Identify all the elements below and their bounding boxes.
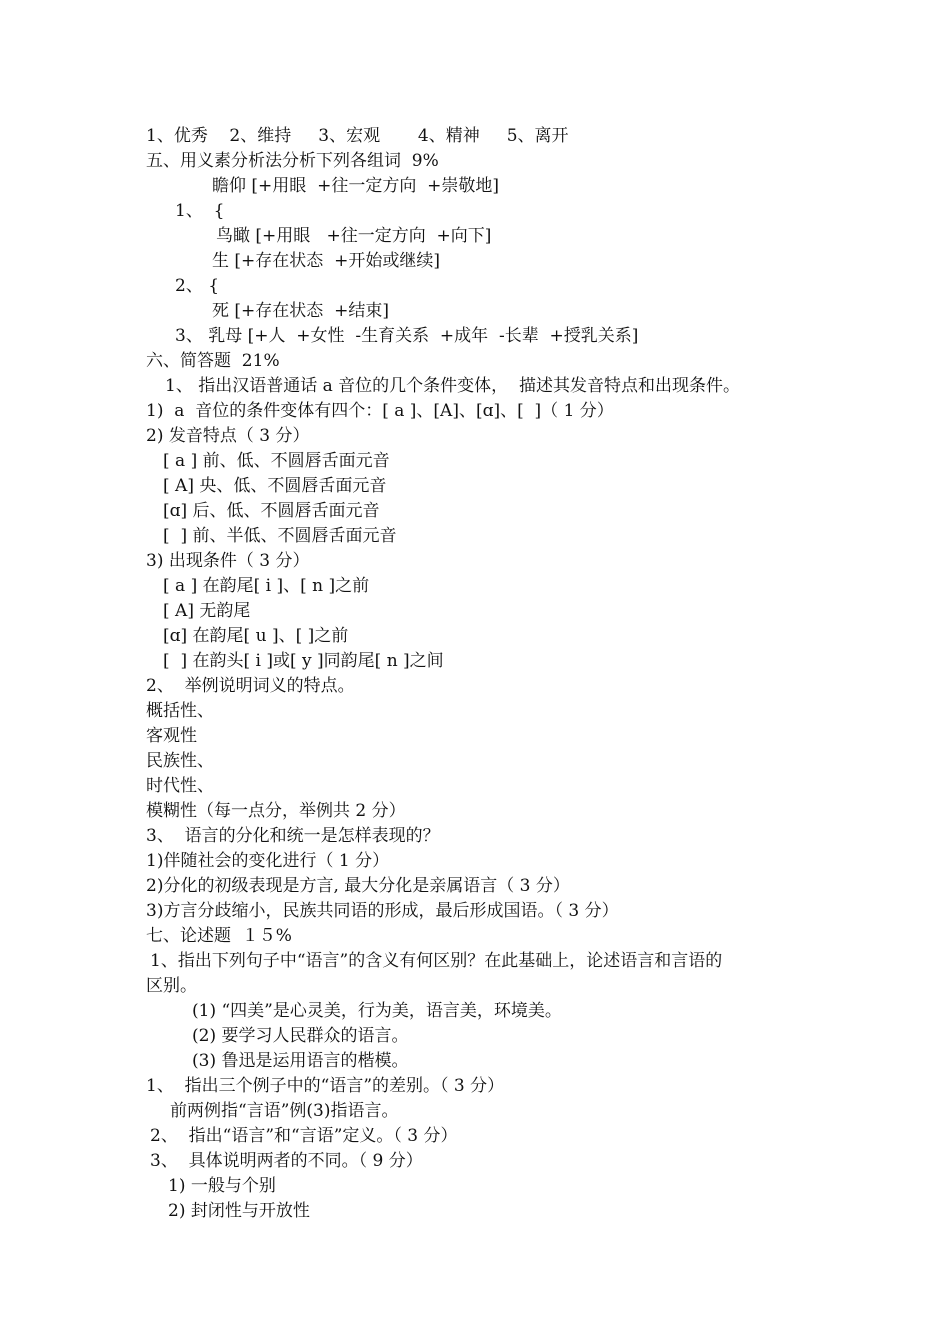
answer-6-2-item: 概括性、 xyxy=(146,701,214,721)
seme-line-si: 死 [+存在状态 +结束] xyxy=(212,301,389,321)
seme-line-sheng: 生 [+存在状态 +开始或继续] xyxy=(212,251,440,271)
answer-6-1-features: 2) 发音特点（ 3 分） xyxy=(146,426,310,446)
condition-line: [ɑ] 在韵尾[ u ]、[ ]之前 xyxy=(163,626,349,646)
answer-7-1-step: 3、 具体说明两者的不同。（ 9 分） xyxy=(150,1151,423,1171)
feature-line: [ A] 央、低、不圆唇舌面元音 xyxy=(163,476,387,496)
question-6-2: 2、 举例说明词义的特点。 xyxy=(146,676,355,696)
answer-6-3-item: 1)伴随社会的变化进行（ 1 分） xyxy=(146,851,390,871)
condition-line: [ A] 无韵尾 xyxy=(163,601,251,621)
feature-line: [ ] 前、半低、不圆唇舌面元音 xyxy=(163,526,397,546)
example-sentence: (1) “四美”是心灵美，行为美，语言美，环境美。 xyxy=(192,1001,562,1021)
answer-7-1-step: 2、 指出“语言”和“言语”定义。（ 3 分） xyxy=(150,1126,458,1146)
question-6-1: 1、 指出汉语普通话 a 音位的几个条件变体， 描述其发音特点和出现条件。 xyxy=(165,376,740,396)
example-sentence: (3) 鲁迅是运用语言的楷模。 xyxy=(192,1051,409,1071)
answer-6-3-item: 3)方言分歧缩小，民族共同语的形成，最后形成国语。（ 3 分） xyxy=(146,901,619,921)
section-6-heading: 六、简答题 21% xyxy=(146,351,280,371)
section-5-heading: 五、用义素分析法分析下列各组词 9% xyxy=(146,151,439,171)
answer-6-2-item: 时代性、 xyxy=(146,776,214,796)
seme-line-rumu: 3、 乳母 [+人 +女性 -生育关系 +成年 -长辈 +授乳关系] xyxy=(175,326,639,346)
question-7-1: 1、指出下列句子中“语言”的含义有何区别？在此基础上，论述语言和言语的 xyxy=(150,951,723,971)
group-2-label: 2、 { xyxy=(175,276,220,296)
feature-line: [ a ] 前、低、不圆唇舌面元音 xyxy=(163,451,390,471)
question-7-1-cont: 区别。 xyxy=(146,976,197,996)
seme-line-zhanyang: 瞻仰 [+用眼 +往一定方向 +崇敬地] xyxy=(212,176,500,196)
section-7-heading: 七、论述题 １５% xyxy=(146,926,292,946)
condition-line: [ a ] 在韵尾[ i ]、[ n ]之前 xyxy=(163,576,370,596)
answer-6-2-item: 模糊性（每一点分，举例共 2 分） xyxy=(146,801,406,821)
answer-7-1-detail: 1) 一般与个别 xyxy=(168,1176,276,1196)
answer-7-1-detail: 前两例指“言语”例(3)指语言。 xyxy=(170,1101,399,1121)
answer-list-section-4: 1、优秀 2、维持 3、宏观 4、精神 5、离开 xyxy=(146,126,569,146)
seme-line-niaokan: 鸟瞰 [+用眼 +往一定方向 +向下] xyxy=(216,226,492,246)
question-6-3: 3、 语言的分化和统一是怎样表现的？ xyxy=(146,826,440,846)
answer-6-1-variants: 1) a 音位的条件变体有四个：[ a ]、[A]、[ɑ]、[ ]（ 1 分） xyxy=(146,401,614,421)
feature-line: [ɑ] 后、低、不圆唇舌面元音 xyxy=(163,501,380,521)
answer-6-2-item: 民族性、 xyxy=(146,751,214,771)
answer-6-2-item: 客观性 xyxy=(146,726,197,746)
answer-6-1-conditions: 3) 出现条件（ 3 分） xyxy=(146,551,310,571)
example-sentence: (2) 要学习人民群众的语言。 xyxy=(192,1026,409,1046)
answer-7-1-detail: 2) 封闭性与开放性 xyxy=(168,1201,310,1221)
group-1-label: 1、 { xyxy=(175,201,225,221)
condition-line: [ ] 在韵头[ i ]或[ y ]同韵尾[ n ]之间 xyxy=(163,651,444,671)
answer-7-1-step: 1、 指出三个例子中的“语言”的差别。（ 3 分） xyxy=(146,1076,505,1096)
answer-6-3-item: 2)分化的初级表现是方言, 最大分化是亲属语言（ 3 分） xyxy=(146,876,570,896)
